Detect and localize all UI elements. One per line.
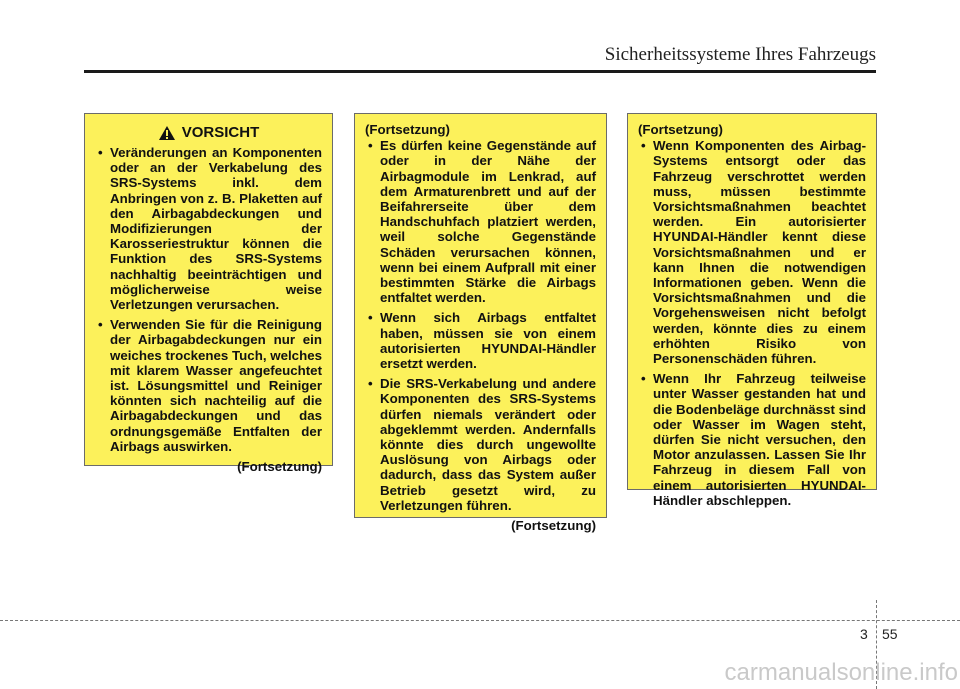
continuation-box-2 (627, 113, 877, 508)
list-item: • Wenn Komponenten des Airbag-Systems entsorgt oder das Fahrzeug verschrottet werden muss, müssen bestimmte Vorsichtsmaßnahmen beachtet werden. Ein autorisierter HYUNDAI-Händler kennt diese Vorsichtsmaßnahmen und er kann Ihnen die notwendigen Informationen geben. Wenn die Vorsichtsmaßnahmen und die Vorgehensweisen nicht befolgt werden, könnte dies zu einem erhöhten Risiko von Personenschäden führen. (638, 138, 866, 366)
warning-triangle-icon (158, 125, 176, 141)
continued-note-top: (Fortsetzung) (638, 122, 723, 137)
list-item: • Es dürfen keine Gegenstände auf oder in der Nähe der Airbagmodule im Lenkrad, auf dem Armaturenbrett und auf der Beifahrerseite über dem Handschuhfach platziert werden, weil solche Gegenstände Schäden verursachen können, wenn bei einem Aufprall mit einer bestimmten Stärke die Airbags entfaltet werden. (365, 138, 596, 305)
continued-note: (Fortsetzung) (237, 459, 322, 475)
page-header-title: Sicherheitssysteme Ihres Fahrzeugs (604, 44, 876, 65)
header-rule (84, 70, 876, 73)
caution-heading (95, 125, 322, 141)
list-item: • Verwenden Sie für die Reinigung der Airbagabdeckungen nur ein weiches trockenes Tuch, welches mit klarem Wasser angefeuchtet ist. Lösungsmittel und Reiniger könnten sich nachteilig auf die Airbagabdeckungen und das ordnungsgemäße Entfalten der Airbags auswirken. (95, 317, 322, 454)
continued-note: (Fortsetzung) (511, 518, 596, 534)
continuation-box-1 (354, 113, 607, 534)
list-item: • Veränderungen an Komponenten oder an der Verkabelung des SRS-Systems inkl. dem Anbringen von z. B. Plaketten auf den Airbagabdeckungen und Modifizierungen der Karosseriestruktur können die Funktion des SRS-Systems nachhaltig beeinträchtigen und möglicherweise weise Verletzungen verursachen. (95, 145, 322, 312)
page-number: 55 (882, 626, 898, 642)
caution-heading-label: VORSICHT (181, 124, 260, 142)
list-item: • Wenn sich Airbags entfaltet haben, müssen sie von einem autorisierten HYUNDAI-Händler ersetzt werden. (365, 310, 596, 371)
list-item: • Wenn Ihr Fahrzeug teilweise unter Wasser gestanden hat und die Bodenbeläge durchnässt sind oder Wasser im Wagen steht, dürfen Sie nicht versuchen, den Motor anzulassen. Lassen Sie Ihr Fahrzeug in diesem Fall von einem autorisierten HYUNDAI-Händler abschleppen. (638, 371, 866, 508)
continued-note-top: (Fortsetzung) (365, 122, 450, 137)
footer-rule (0, 620, 960, 621)
watermark: carmanualsonline.info (724, 659, 958, 686)
caution-list (638, 138, 866, 508)
caution-list (365, 138, 596, 513)
chapter-number: 3 (860, 626, 868, 642)
caution-box (84, 113, 333, 475)
caution-list (95, 145, 322, 454)
list-item: • Die SRS-Verkabelung und andere Komponenten des SRS-Systems dürfen niemals verändert oder abgeklemmt werden. Andernfalls könnte dies durch ungewollte Auslösung von Airbags oder dadurch, dass das System außer Betrieb gesetzt wird, zu Verletzungen führen. (365, 376, 596, 513)
